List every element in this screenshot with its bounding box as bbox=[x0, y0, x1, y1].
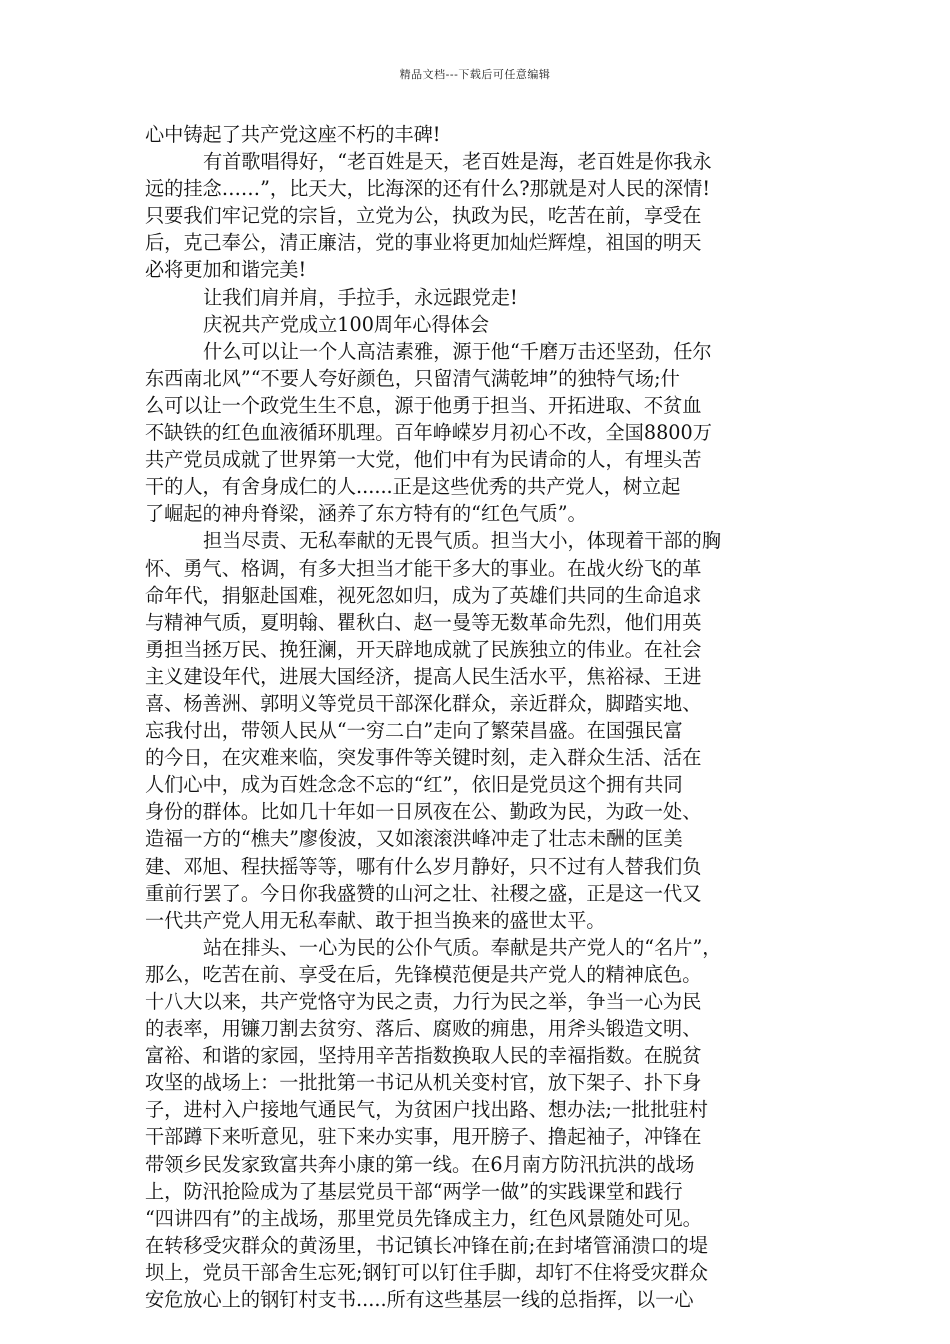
text-line: 有首歌唱得好，“老百姓是天，老百姓是海，老百姓是你我永 bbox=[203, 150, 712, 174]
text-line: 子，进村入户接地气通民气，为贫困户找出路、想办法;一批批驻村 bbox=[145, 1098, 708, 1122]
text-line: 攻坚的战场上：一批批第一书记从机关变村官，放下架子、扑下身 bbox=[145, 1071, 702, 1095]
text-line: 忘我付出，带领人民从“一穷二白”走向了繁荣昌盛。在国强民富 bbox=[145, 719, 683, 743]
text-line: 建、邓旭、程扶摇等等，哪有什么岁月静好，只不过有人替我们负 bbox=[145, 854, 702, 878]
text-line: 主义建设年代，进展大国经济，提高人民生活水平，焦裕禄、王进 bbox=[145, 664, 702, 688]
text-line: 干的人，有舍身成仁的人......正是这些优秀的共产党人，树立起 bbox=[145, 475, 681, 499]
text-line: 富裕、和谐的家园，坚持用辛苦指数换取人民的幸福指数。在脱贫 bbox=[145, 1044, 702, 1068]
text-line: 东西南北风”“不要人夸好颜色，只留清气满乾坤”的独特气场;什 bbox=[145, 366, 680, 390]
text-line: 与精神气质，夏明翰、瞿秋白、赵一曼等无数革命先烈，他们用英 bbox=[145, 610, 702, 634]
text-line: 共产党员成就了世界第一大党，他们中有为民请命的人，有埋头苦 bbox=[145, 448, 702, 472]
text-line: 坝上，党员干部舍生忘死;钢钉可以钉住手脚，却钉不住将受灾群众 bbox=[145, 1260, 708, 1284]
document-body bbox=[145, 121, 811, 1313]
text-line: 重前行罢了。今日你我盛赞的山河之壮、社稷之盛，正是这一代又 bbox=[145, 881, 702, 905]
text-line: 带领乡民发家致富共奔小康的第一线。在6月南方防汛抗洪的战场 bbox=[145, 1152, 695, 1176]
text-line: 的表率，用镰刀割去贫穷、落后、腐败的痈患，用斧头锻造文明、 bbox=[145, 1017, 702, 1041]
text-line: 什么可以让一个人高洁素雅，源于他“千磨万击还坚劲，任尔 bbox=[203, 339, 712, 363]
text-line: 那么，吃苦在前、享受在后，先锋模范便是共产党人的精神底色。 bbox=[145, 962, 702, 986]
text-line: 只要我们牢记党的宗旨，立党为公，执政为民，吃苦在前，享受在 bbox=[145, 204, 702, 228]
text-line: 么可以让一个政党生生不息，源于他勇于担当、开拓进取、不贫血 bbox=[145, 393, 702, 417]
text-line: 勇担当拯万民、挽狂澜，开天辟地成就了民族独立的伟业。在社会 bbox=[145, 637, 702, 661]
text-line: 让我们肩并肩，手拉手，永远跟党走! bbox=[203, 285, 518, 309]
text-line: 一代共产党人用无私奉献、敢于担当换来的盛世太平。 bbox=[145, 908, 606, 932]
text-line: 的今日，在灾难来临，突发事件等关键时刻，走入群众生活、活在 bbox=[145, 746, 702, 770]
text-line: 庆祝共产党成立100周年心得体会 bbox=[203, 312, 490, 336]
page-header: 精品文档---下载后可任意编辑 bbox=[399, 68, 551, 81]
text-line: 不缺铁的红色血液循环肌理。百年峥嵘岁月初心不改，全国8800万 bbox=[145, 421, 712, 445]
text-line: 命年代，捐躯赴国难，视死忽如归，成为了英雄们共同的生命追求 bbox=[145, 583, 702, 607]
text-line: 怀、勇气、格调，有多大担当才能干多大的事业。在战火纷飞的革 bbox=[145, 556, 702, 580]
text-line: 人们心中，成为百姓念念不忘的“红”，依旧是党员这个拥有共同 bbox=[145, 773, 683, 797]
text-line: 在转移受灾群众的黄汤里，书记镇长冲锋在前;在封堵管涌溃口的堤 bbox=[145, 1233, 708, 1257]
text-line: 后，克己奉公，清正廉洁，党的事业将更加灿烂辉煌，祖国的明天 bbox=[145, 231, 702, 255]
text-line: 造福一方的“樵夫”廖俊波，又如滚滚洪峰冲走了壮志未酬的匡美 bbox=[145, 827, 683, 851]
text-line: 十八大以来，共产党恪守为民之责，力行为民之举，争当一心为民 bbox=[145, 990, 702, 1013]
text-line: 心中铸起了共产党这座不朽的丰碑! bbox=[145, 123, 441, 146]
text-line: 干部蹲下来听意见，驻下来办实事，甩开膀子、撸起袖子，冲锋在 bbox=[145, 1125, 702, 1149]
text-line: 了崛起的神舟脊梁，涵养了东方特有的“红色气质”。 bbox=[145, 502, 587, 526]
text-line: 安危放心上的钢钉村支书.....所有这些基层一线的总指挥，以一心 bbox=[145, 1288, 694, 1312]
text-line: 身份的群体。比如几十年如一日夙夜在公、勤政为民，为政一处、 bbox=[145, 800, 702, 824]
text-line: 远的挂念……”，比天大，比海深的还有什么?那就是对人民的深情! bbox=[145, 177, 711, 201]
text-line: “四讲四有”的主战场，那里党员先锋成主力，红色风景随处可见。 bbox=[145, 1206, 702, 1230]
text-line: 必将更加和谐完美! bbox=[145, 258, 307, 282]
text-line: 上，防汛抢险成为了基层党员干部“两学一做”的实践课堂和践行 bbox=[145, 1179, 683, 1203]
text-line: 担当尽责、无私奉献的无畏气质。担当大小，体现着干部的胸 bbox=[203, 529, 722, 553]
text-line: 喜、杨善洲、郭明义等党员干部深化群众，亲近群众，脚踏实地、 bbox=[145, 691, 702, 715]
text-line: 站在排头、一心为民的公仆气质。奉献是共产党人的“名片”， bbox=[203, 935, 722, 959]
